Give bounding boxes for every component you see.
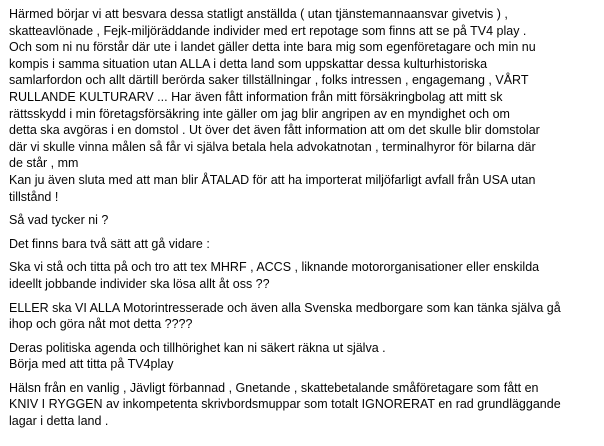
text-line: KNIV I RYGGEN av inkompetenta skrivbordsmuppar som totalt IGNORERAT en rad grundläggande: [9, 397, 561, 412]
text-line: rättsskydd i min företagsförsäkring inte gäller om jag blir angripen av en myndighet och om: [9, 106, 510, 121]
paragraph-two-ways: [9, 236, 597, 253]
text-line: samlarfordon och allt därtill berörda saker tillställningar , folks intressen , engagemang , VÅRT: [9, 73, 529, 88]
text-line: Kan ju även sluta med att man blir ÅTALAD för att ha importerat miljöfarligt avfall från USA utan: [9, 172, 536, 187]
text-line: ihop och göra nåt mot detta ????: [9, 317, 193, 332]
text-line: Och som ni nu förstår där ute i landet gäller detta inte bara mig som egenföretagare och min nu: [9, 40, 536, 55]
paragraph-option-two: [9, 300, 597, 333]
paragraph-signoff: [9, 380, 597, 430]
text-line: Hälsn från en vanlig , Jävligt förbannad , Gnetande , skattebetalande småföretagare som fått en: [9, 380, 539, 395]
paragraph-politics: [9, 340, 597, 373]
text-line: RULLANDE KULTURARV ... Har även fått information från mitt försäkringbolag att mitt sk: [9, 89, 503, 104]
text-line: Härmed börjar vi att besvara dessa statligt anställda ( utan tjänstemannaansvar givetvis ) ,: [9, 7, 508, 21]
paragraph-intro: [9, 6, 597, 205]
text-line: Ska vi stå och titta på och tro att tex MHRF , ACCS , liknande motororganisationer eller enskilda: [9, 260, 540, 275]
text-line: ideellt jobbande individer ska lösa allt åt oss ??: [9, 276, 270, 291]
post-body: [9, 6, 597, 437]
text-line: Börja med att titta på TV4play: [9, 357, 174, 372]
text-line: lagar i detta land .: [9, 414, 109, 429]
text-line: där vi skulle vinna målen så får vi själva betala hela advokatnotan , terminalhyror för bilarna där: [9, 139, 536, 154]
text-line: kompis i samma situation utan ALLA i detta land som uppskattar dessa kulturhistoriska: [9, 56, 488, 71]
text-line: ELLER ska VI ALLA Motorintresserade och även alla Svenska medborgare som kan tänka själva gå: [9, 300, 561, 315]
text-line: detta ska avgöras i en domstol . Ut över det även fått information att om det skulle blir domstolar: [9, 123, 540, 138]
text-line: de står , mm: [9, 156, 79, 171]
text-line: Det finns bara två sätt att gå vidare :: [9, 236, 210, 251]
text-line: Deras politiska agenda och tillhörighet kan ni säkert räkna ut själva .: [9, 340, 386, 355]
text-line: Så vad tycker ni ?: [9, 213, 109, 228]
text-line: skatteavlönade , Fejk-miljöräddande individer med ert repotage som finns att se på TV4 play .: [9, 23, 527, 38]
text-line: tillstånd !: [9, 189, 59, 204]
paragraph-question: [9, 212, 597, 229]
paragraph-option-one: [9, 259, 597, 292]
